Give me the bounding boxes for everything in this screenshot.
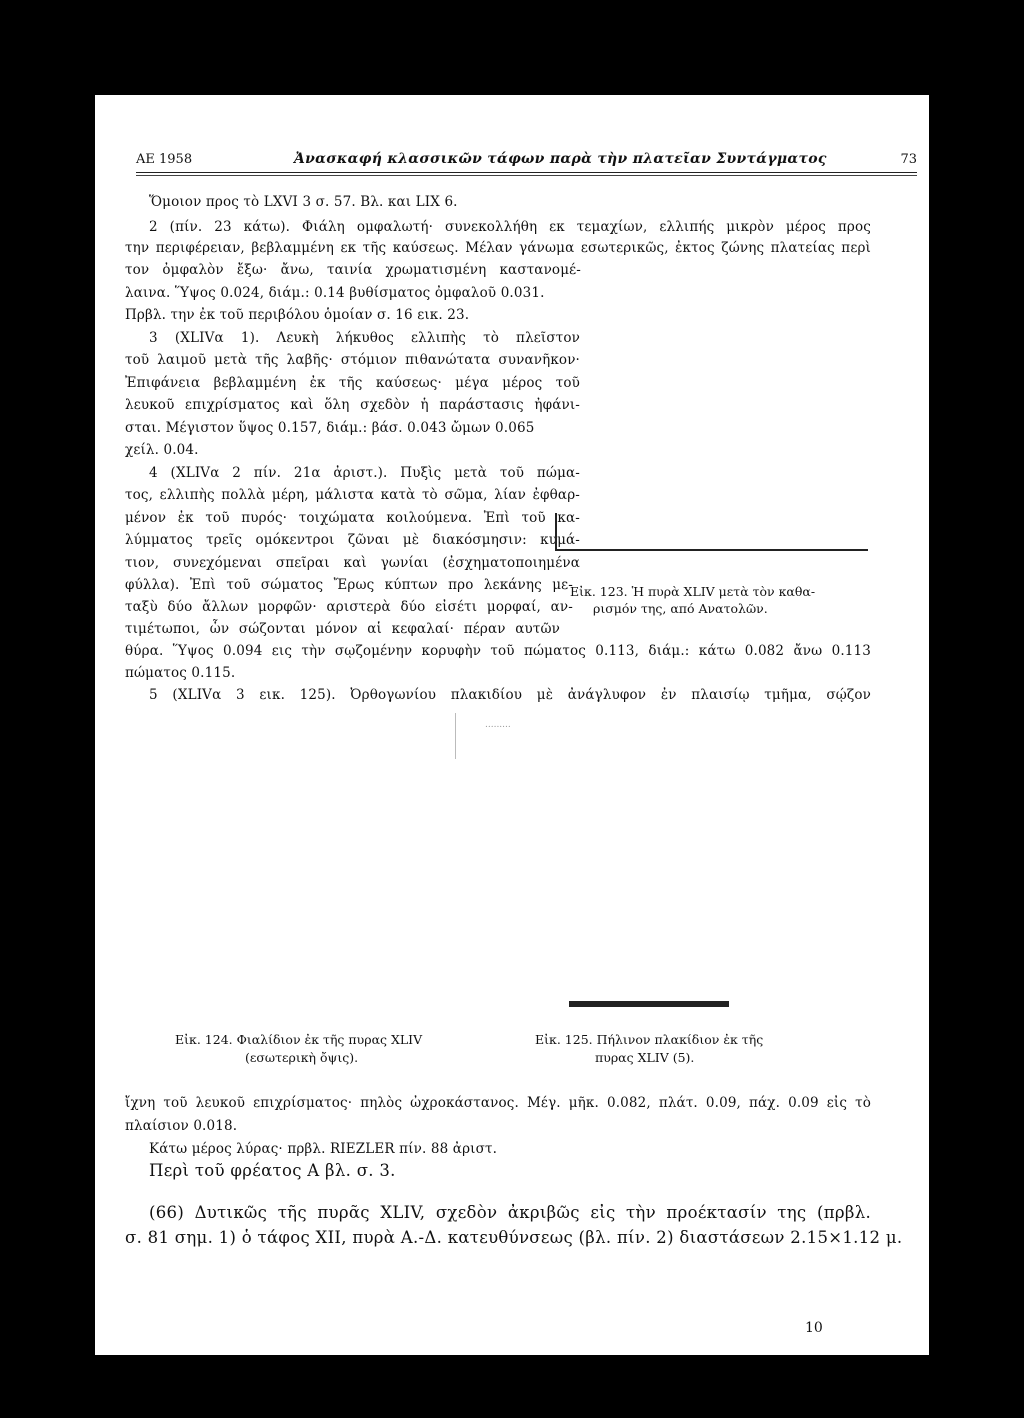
footnote-line: (66) Δυτικῶς τῆς πυρᾶς XLIV, σχεδὸν ἀκριβῶς εἰς τὴν προέκτασίν της (πρβλ. [149,1203,871,1222]
text-line: μένον ἐκ τοῦ πυρός· τοιχώματα κοιλούμενα. Ἐπὶ τοῦ κα- [125,510,580,526]
text-line: θύρα. Ὕψος 0.094 εις τὴν σῳζομένην κορυφὴν τοῦ πώματος 0.113, διάμ.: κάτω 0.082 ἄνω 0.113 [125,643,871,659]
text-line: τιον, συνεχόμεναι σπεῖραι καὶ γωνίαι (ἐσχηματοποιημένα [125,555,580,571]
text-line: χείλ. 0.04. [125,442,199,458]
text-line: 2 (πίν. 23 κάτω). Φιάλη ομφαλωτή· συνεκολλήθη εκ τεμαχίων, ελλιπής μικρὸν μέρος προς [149,219,871,235]
text-line: Περὶ τοῦ φρέατος Α βλ. σ. 3. [149,1161,396,1180]
text-line: ἴχνη τοῦ λευκοῦ επιχρίσματος· πηλὸς ὠχροκάστανος. Μέγ. μῆκ. 0.082, πλάτ. 0.09, πάχ. 0.09 εἰς τὸ [125,1095,871,1111]
document-page [95,95,929,1355]
text-line: λευκοῦ επιχρίσματος καὶ ὅλη σχεδὸν ἡ παράστασις ἠφάνι- [125,397,580,413]
text-line: λύμματος τρεῖς ομόκεντροι ζῶναι μὲ διακόσμησιν: κυμά- [125,532,580,548]
text-line: φύλλα). Ἐπὶ τοῦ σώματος Ἔρως κύπτων προ λεκάνης με- [125,577,573,593]
text-line: πώματος 0.115. [125,665,236,681]
text-line: ταξὺ δύο ἄλλων μορφῶν· αριστερὰ δύο εἰσέτι μορφαί, αν- [125,599,573,615]
figure-124-caption: (εσωτερικὴ ὄψις). [245,1050,359,1065]
text-line: λαινα. Ὕψος 0.024, διάμ.: 0.14 βυθίσματος ὀμφαλοῦ 0.031. [125,285,545,301]
text-line: Ἐπιφάνεια βεβλαμμένη ἐκ τῆς καύσεως· μέγα μέρος τοῦ [125,375,580,391]
text-line: τιμέτωποι, ὧν σώζονται μόνον αἱ κεφαλαί· πέραν αυτῶν [125,621,560,637]
article-title: Ἀνασκαφή κλασσικῶν τάφων παρὰ τὴν πλατεῖαν Συντάγματος [294,151,827,167]
header-page-number: 73 [900,152,917,167]
text-line: Ὅμοιον προς τὸ LXVI 3 σ. 57. Βλ. και LIX 6. [149,194,458,210]
figure-124-image [455,713,456,759]
figure-124-mark: ......... [485,720,511,730]
page-number: 10 [805,1320,823,1336]
text-line: Κάτω μέρος λύρας· πρβλ. RIEZLER πίν. 88 ἀριστ. [149,1141,498,1157]
text-line: Πρβλ. την ἐκ τοῦ περιβόλου ὁμοίαν σ. 16 εικ. 23. [125,307,470,323]
text-line: την περιφέρειαν, βεβλαμμένη εκ τῆς καύσεως. Μέλαν γάνωμα εσωτερικῶς, ἐκτος ζώνης πλατείας περὶ [125,240,871,256]
text-line: 5 (XLIVα 3 εικ. 125). Ὀρθογωνίου πλακιδίου μὲ ἀνάγλυφον ἐν πλαισίῳ τμῆμα, σῴζον [149,687,871,703]
text-line: τον ὀμφαλὸν ἔξω· ἄνω, ταινία χρωματισμένη καστανομέ- [125,262,581,278]
text-line: 4 (XLIVα 2 πίν. 21α ἀριστ.). Πυξὶς μετὰ τοῦ πώμα- [149,465,580,481]
figure-123-image [555,513,868,551]
figure-125-caption: Εἰκ. 125. Πήλινον πλακίδιον ἐκ τῆς [535,1032,764,1047]
text-line: 3 (XLIVα 1). Λευκὴ λήκυθος ελλιπὴς τὸ πλεῖστον [149,330,580,346]
text-line: τος, ελλιπὴς πολλὰ μέρη, μάλιστα κατὰ τὸ σῶμα, λίαν ἐφθαρ- [125,487,580,503]
journal-ref: ΑΕ 1958 [136,152,193,167]
header-rule [136,175,917,176]
footnote-line: σ. 81 σημ. 1) ὁ τάφος XII, πυρὰ Α.-Δ. κατευθύνσεως (βλ. πίν. 2) διαστάσεων 2.15×1.12 μ. [125,1228,903,1247]
figure-123-caption: ρισμόν της, από Ανατολῶν. [593,601,768,616]
running-header [136,150,917,173]
figure-123-caption: Εἰκ. 123. Ἡ πυρὰ XLIV μετὰ τὸν καθα- [570,584,816,599]
figure-125-image [569,1001,729,1007]
text-line: σται. Μέγιστον ὕψος 0.157, διάμ.: βάσ. 0.043 ὤμων 0.065 [125,420,535,436]
text-line: τοῦ λαιμοῦ μετὰ τῆς λαβῆς· στόμιον πιθανώτατα συνανῆκον· [125,352,580,368]
figure-124-caption: Εἰκ. 124. Φιαλίδιον ἐκ τῆς πυρας XLIV [175,1032,423,1047]
text-line: πλαίσιον 0.018. [125,1118,238,1134]
figure-125-caption: πυρας XLIV (5). [595,1050,695,1065]
